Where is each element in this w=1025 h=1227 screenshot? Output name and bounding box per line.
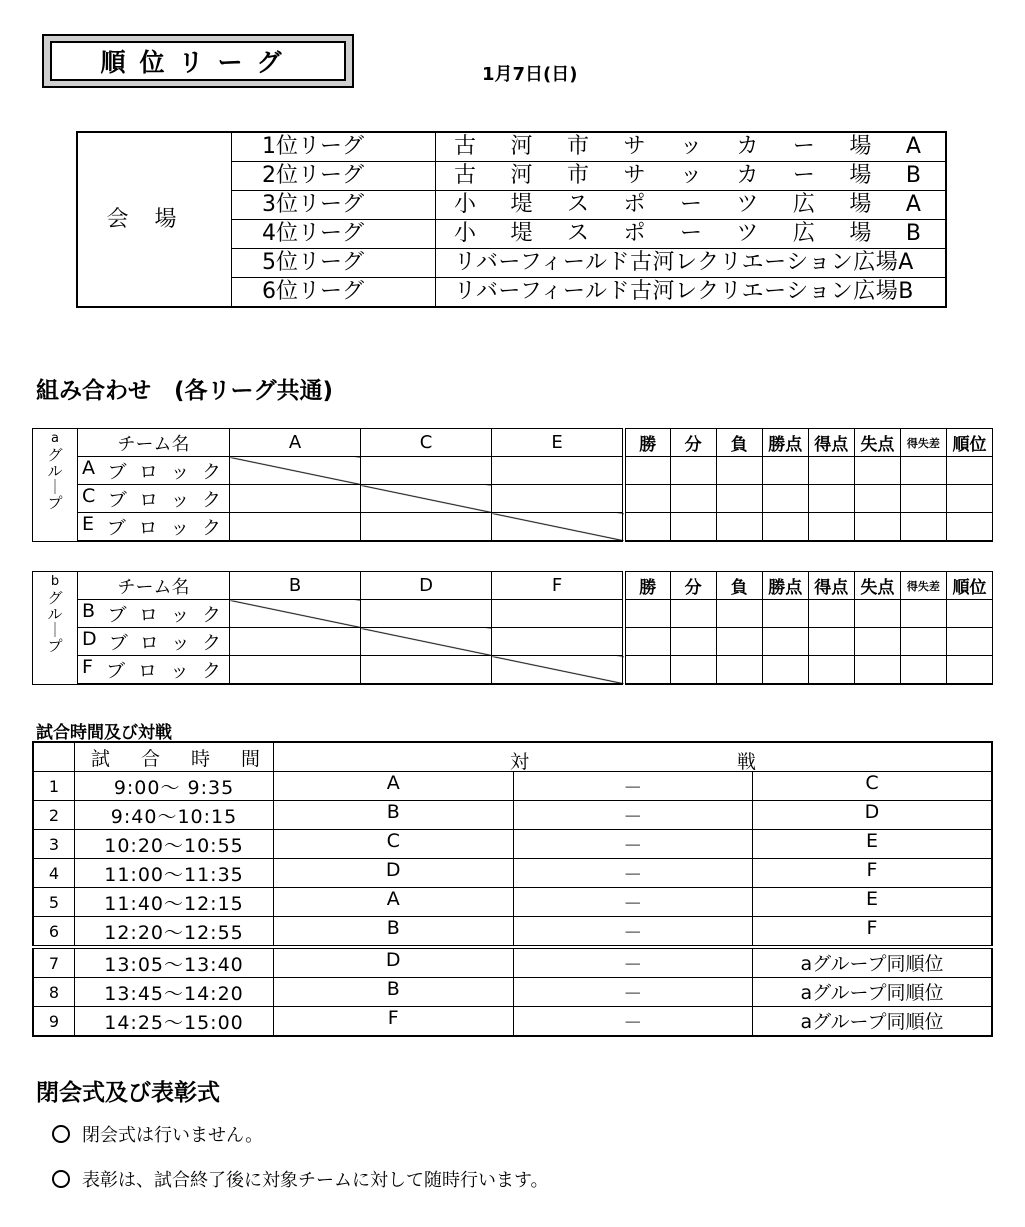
result-cell: [230, 513, 361, 542]
team-row: [33, 656, 993, 685]
stat-cell: [808, 485, 854, 513]
match-team-right: aグループ同順位: [753, 978, 993, 1007]
stat-cell: [762, 457, 808, 485]
group-header-row: [33, 572, 993, 600]
stat-cell: [624, 656, 670, 685]
title-box: [42, 34, 354, 88]
match-team-right: D: [753, 801, 993, 830]
match-team-left: A: [274, 888, 514, 917]
stat-cell: [900, 656, 946, 685]
stat-cell: [624, 628, 670, 656]
stat-cell: [854, 485, 900, 513]
match-dash: －: [513, 801, 753, 830]
match-time: 12:20～12:55: [75, 917, 274, 948]
match-number: 1: [33, 772, 75, 801]
match-dash: －: [513, 1007, 753, 1037]
result-cell: [361, 457, 492, 485]
opponent-header: D: [361, 572, 492, 600]
stat-header: 勝点: [762, 572, 808, 600]
stat-cell: [808, 600, 854, 628]
opponent-header: C: [361, 429, 492, 457]
result-cell: [230, 485, 361, 513]
match-time: 13:45～14:20: [75, 978, 274, 1007]
circle-bullet-icon: [52, 1170, 70, 1188]
match-team-left: A: [274, 772, 514, 801]
match-row: [33, 830, 992, 859]
team-row: [33, 485, 993, 513]
result-cell: [361, 485, 492, 513]
page-title: 順位リーグ: [50, 41, 346, 81]
match-number: 6: [33, 917, 75, 948]
venue-place: [436, 191, 947, 220]
match-number: 7: [33, 947, 75, 978]
venue-place-text: 小 堤 ス ポ ー ツ 広 場 A: [454, 192, 921, 217]
match-row: [33, 917, 992, 948]
stat-cell: [808, 656, 854, 685]
result-cell: [492, 513, 625, 542]
circle-bullet-icon: [52, 1125, 70, 1143]
stat-cell: [670, 457, 716, 485]
event-date: 1月7日(日): [482, 64, 578, 85]
result-cell: [361, 656, 492, 685]
schedule-header-row: [33, 742, 992, 772]
stat-cell: [716, 656, 762, 685]
team-name: B ブ ロ ッ ク: [78, 600, 230, 628]
group-label: a グ ル ｜ プ: [33, 429, 78, 542]
stat-header: 勝: [624, 572, 670, 600]
match-row: [33, 1007, 992, 1037]
match-team-right: E: [753, 830, 993, 859]
stat-cell: [900, 628, 946, 656]
match-row: [33, 947, 992, 978]
stat-header: 負: [716, 572, 762, 600]
opponent-header: B: [230, 572, 361, 600]
match-dash: －: [513, 978, 753, 1007]
match-team-left: F: [274, 1007, 514, 1037]
league-name: 1位リーグ: [232, 132, 436, 162]
match-team-right: F: [753, 859, 993, 888]
stat-cell: [716, 485, 762, 513]
stat-header: 失点: [854, 429, 900, 457]
match-number: 8: [33, 978, 75, 1007]
match-row: [33, 888, 992, 917]
stat-header: 勝点: [762, 429, 808, 457]
stat-cell: [762, 656, 808, 685]
stat-cell: [716, 600, 762, 628]
match-number: 3: [33, 830, 75, 859]
team-name: C ブ ロ ッ ク: [78, 485, 230, 513]
stat-cell: [946, 656, 992, 685]
stat-cell: [808, 457, 854, 485]
stat-header: 負: [716, 429, 762, 457]
venue-place-text: 古 河 市 サ ッ カ ー 場 B: [454, 163, 921, 188]
venue-place-text: 小 堤 ス ポ ー ツ 広 場 B: [454, 221, 921, 246]
match-team-right: aグループ同順位: [753, 1007, 993, 1037]
stat-header: 分: [670, 429, 716, 457]
result-cell: [361, 600, 492, 628]
stat-cell: [762, 600, 808, 628]
result-cell: [230, 600, 361, 628]
match-time: 11:00～11:35: [75, 859, 274, 888]
match-team-left: B: [274, 801, 514, 830]
match-dash: －: [513, 830, 753, 859]
stat-header: 失点: [854, 572, 900, 600]
venue-place: [436, 162, 947, 191]
stat-cell: [854, 457, 900, 485]
stat-cell: [946, 485, 992, 513]
stat-cell: [946, 628, 992, 656]
stat-header: 得失差: [900, 572, 946, 600]
stat-cell: [900, 457, 946, 485]
result-cell: [492, 656, 625, 685]
stat-header: 順位: [946, 429, 992, 457]
stat-cell: [624, 600, 670, 628]
match-team-right: aグループ同順位: [753, 947, 993, 978]
team-name-header: チーム名: [78, 572, 230, 600]
team-name: A ブ ロ ッ ク: [78, 457, 230, 485]
stat-cell: [946, 457, 992, 485]
stat-cell: [670, 656, 716, 685]
venue-place-text: 古 河 市 サ ッ カ ー 場 A: [454, 134, 921, 159]
league-name: 6位リーグ: [232, 278, 436, 308]
stat-header: 得点: [808, 429, 854, 457]
match-team-left: C: [274, 830, 514, 859]
match-team-left: D: [274, 859, 514, 888]
stat-cell: [946, 600, 992, 628]
stat-cell: [854, 513, 900, 542]
stat-cell: [762, 513, 808, 542]
match-time: 14:25～15:00: [75, 1007, 274, 1037]
result-cell: [230, 457, 361, 485]
match-dash: －: [513, 947, 753, 978]
stat-cell: [808, 513, 854, 542]
venue-place: [436, 220, 947, 249]
closing-item: 閉会式は行いません。: [52, 1121, 263, 1147]
match-row: [33, 978, 992, 1007]
stat-cell: [716, 457, 762, 485]
stat-cell: [670, 628, 716, 656]
league-name: 2位リーグ: [232, 162, 436, 191]
stat-cell: [762, 485, 808, 513]
match-team-left: B: [274, 978, 514, 1007]
match-number: 5: [33, 888, 75, 917]
stat-cell: [854, 656, 900, 685]
schedule-label: 試合時間及び対戦: [36, 723, 172, 743]
group-label: b グ ル ｜ プ: [33, 572, 78, 685]
league-name: 4位リーグ: [232, 220, 436, 249]
team-row: [33, 600, 993, 628]
schedule-table: [32, 741, 993, 1037]
match-team-left: B: [274, 917, 514, 948]
venue-place: リバーフィールド古河レクリエーション広場A: [436, 249, 947, 278]
stat-cell: [716, 628, 762, 656]
match-team-left: D: [274, 947, 514, 978]
match-time: 11:40～12:15: [75, 888, 274, 917]
opponent-header: A: [230, 429, 361, 457]
match-number: 4: [33, 859, 75, 888]
stat-header: 勝: [624, 429, 670, 457]
stat-cell: [854, 628, 900, 656]
stat-cell: [762, 628, 808, 656]
match-dash: －: [513, 772, 753, 801]
stat-cell: [624, 513, 670, 542]
combination-title: 組み合わせ (各リーグ共通): [36, 378, 334, 404]
result-cell: [492, 485, 625, 513]
stat-cell: [670, 485, 716, 513]
group-header-row: [33, 429, 993, 457]
team-row: [33, 457, 993, 485]
match-number: 9: [33, 1007, 75, 1037]
team-row: [33, 628, 993, 656]
stat-cell: [900, 600, 946, 628]
stat-header: 得失差: [900, 429, 946, 457]
match-time: 13:05～13:40: [75, 947, 274, 978]
result-cell: [361, 628, 492, 656]
match-dash: －: [513, 888, 753, 917]
stat-cell: [716, 513, 762, 542]
stat-cell: [624, 457, 670, 485]
venue-row: [77, 132, 946, 162]
opponent-header: F: [492, 572, 625, 600]
stat-cell: [670, 600, 716, 628]
league-name: 3位リーグ: [232, 191, 436, 220]
result-cell: [492, 628, 625, 656]
match-dash: －: [513, 859, 753, 888]
opponent-header: E: [492, 429, 625, 457]
result-cell: [230, 656, 361, 685]
match-team-right: F: [753, 917, 993, 948]
team-name: E ブ ロ ッ ク: [78, 513, 230, 542]
league-name: 5位リーグ: [232, 249, 436, 278]
match-team-right: C: [753, 772, 993, 801]
team-name-header: チーム名: [78, 429, 230, 457]
match-row: [33, 801, 992, 830]
stat-header: 分: [670, 572, 716, 600]
group-b-table: [32, 571, 993, 685]
stat-header: 得点: [808, 572, 854, 600]
result-cell: [492, 600, 625, 628]
result-cell: [492, 457, 625, 485]
stat-cell: [854, 600, 900, 628]
result-cell: [230, 628, 361, 656]
match-time: 9:00～ 9:35: [75, 772, 274, 801]
match-number-header: [33, 742, 75, 772]
match-time: 10:20～10:55: [75, 830, 274, 859]
match-row: [33, 859, 992, 888]
match-dash: －: [513, 917, 753, 948]
team-name: D ブ ロ ッ ク: [78, 628, 230, 656]
stat-cell: [900, 513, 946, 542]
closing-item: 表彰は、試合終了後に対象チームに対して随時行います。: [52, 1166, 549, 1192]
venue-label: 会場: [77, 132, 232, 307]
team-name: F ブ ロ ッ ク: [78, 656, 230, 685]
match-row: [33, 772, 992, 801]
stat-cell: [808, 628, 854, 656]
stat-cell: [670, 513, 716, 542]
venue-table: [76, 131, 947, 308]
result-cell: [361, 513, 492, 542]
match-time: 9:40～10:15: [75, 801, 274, 830]
closing-title: 閉会式及び表彰式: [36, 1080, 220, 1106]
venue-place: リバーフィールド古河レクリエーション広場B: [436, 278, 947, 308]
stat-cell: [900, 485, 946, 513]
stat-cell: [946, 513, 992, 542]
group-a-table: [32, 428, 993, 542]
matchup-header: 対 戦: [274, 742, 993, 772]
match-team-right: E: [753, 888, 993, 917]
match-time-header: 試 合 時 間: [75, 742, 274, 772]
match-number: 2: [33, 801, 75, 830]
team-row: [33, 513, 993, 542]
stat-cell: [624, 485, 670, 513]
venue-place: [436, 132, 947, 162]
stat-header: 順位: [946, 572, 992, 600]
